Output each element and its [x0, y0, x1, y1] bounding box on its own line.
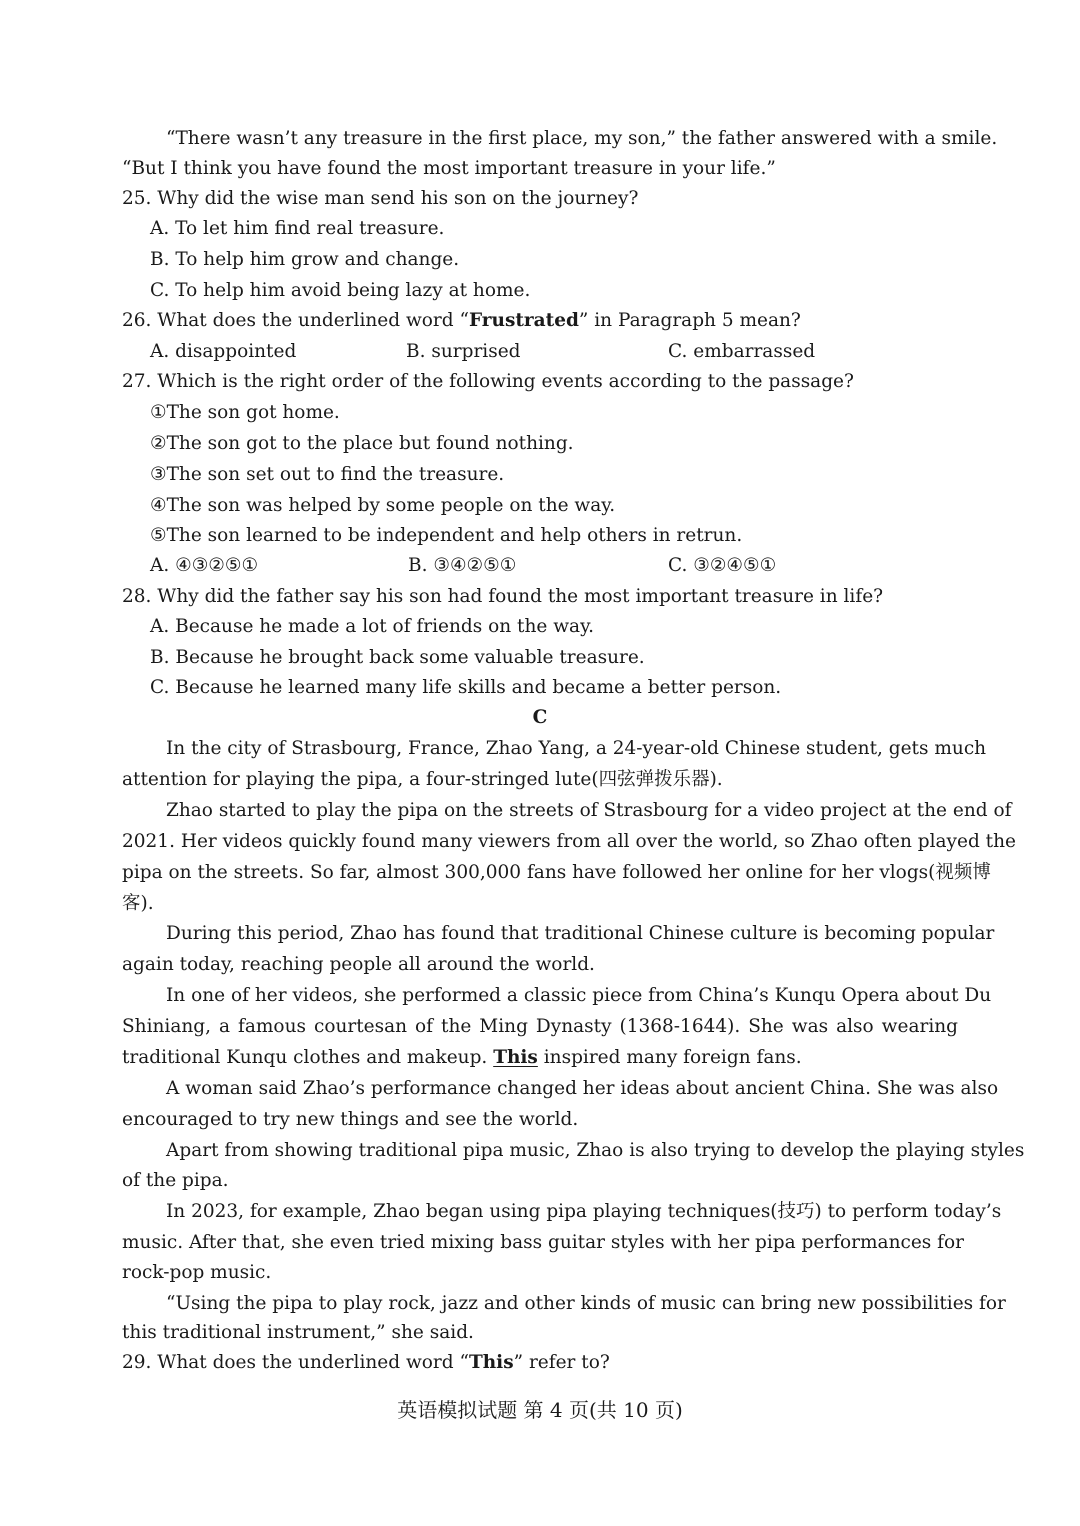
passage-c-line: pipa on the streets. So far, almost 300,000 fans have followed her online for her vlogs(视频博	[122, 862, 991, 883]
question-27-event: ②The son got to the place but found nothing.	[150, 433, 574, 454]
passage-c-line: “Using the pipa to play rock, jazz and other kinds of music can bring new possibilities for	[166, 1293, 1006, 1314]
passage-c-line: again today, reaching people all around the world.	[122, 954, 595, 975]
question-27-option-b[interactable]: B. ③④②⑤①	[408, 555, 517, 576]
question-29-stem	[122, 1348, 610, 1378]
passage-c-line: During this period, Zhao has found that traditional Chinese culture is becoming popular	[166, 923, 995, 944]
passage-c-line-end: inspired many foreign fans.	[537, 1047, 802, 1068]
question-27-event: ③The son set out to find the treasure.	[150, 464, 505, 485]
page-footer: 英语模拟试题 第 4 页(共 10 页)	[397, 1398, 683, 1422]
passage-c-line: In 2023, for example, Zhao began using pipa playing techniques(技巧) to perform today’s	[166, 1201, 1002, 1222]
question-26-keyword: Frustrated	[468, 310, 579, 331]
passage-c-line: rock-pop music.	[122, 1262, 272, 1283]
question-27-event: ④The son was helped by some people on the way.	[150, 495, 616, 516]
question-25-stem: 25. Why did the wise man send his son on the journey?	[122, 188, 639, 209]
question-27-stem: 27. Which is the right order of the following events according to the passage?	[122, 371, 854, 392]
passage-c-line: music. After that, she even tried mixing bass guitar styles with her pipa performances for	[122, 1232, 965, 1253]
passage-c-line: 客).	[122, 893, 154, 914]
question-25-option-b[interactable]: B. To help him grow and change.	[150, 249, 460, 270]
passage-c-line: Zhao started to play the pipa on the streets of Strasbourg for a video project at the end of	[166, 800, 1012, 821]
underlined-word-this: This	[493, 1047, 538, 1068]
passage-line: “But I think you have found the most important treasure in your life.”	[122, 158, 776, 179]
question-29-stem-end: ” refer to?	[513, 1352, 610, 1373]
passage-c-line: A woman said Zhao’s performance changed her ideas about ancient China. She was also	[166, 1078, 999, 1099]
question-27-option-a[interactable]: A. ④③②⑤①	[150, 555, 259, 576]
passage-c-line: In one of her videos, she performed a classic piece from China’s Kunqu Opera about Du	[166, 985, 992, 1006]
question-25-option-c[interactable]: C. To help him avoid being lazy at home.	[150, 280, 531, 301]
passage-c-line: In the city of Strasbourg, France, Zhao Yang, a 24-year-old Chinese student, gets much	[166, 738, 987, 759]
passage-c-line: 2021. Her videos quickly found many viewers from all over the world, so Zhao often played the	[122, 831, 1016, 852]
passage-c-line-start: traditional Kunqu clothes and makeup.	[122, 1047, 494, 1068]
passage-c-heading: C	[532, 707, 548, 728]
passage-c-line: Shiniang, a famous courtesan of the Ming Dynasty (1368-1644). She was also wearing	[122, 1016, 958, 1037]
passage-line: “There wasn’t any treasure in the first place, my son,” the father answered with a smile.	[166, 128, 998, 149]
question-28-stem: 28. Why did the father say his son had found the most important treasure in life?	[122, 586, 884, 607]
question-27-option-c[interactable]: C. ③②④⑤①	[668, 555, 777, 576]
question-26-option-c[interactable]: C. embarrassed	[668, 341, 816, 362]
question-26-stem	[122, 306, 801, 336]
question-29-keyword: This	[468, 1352, 514, 1373]
question-26-stem-start: 26. What does the underlined word “	[122, 310, 469, 331]
question-28-option-b[interactable]: B. Because he brought back some valuable treasure.	[150, 647, 645, 668]
question-26-stem-end: ” in Paragraph 5 mean?	[578, 310, 801, 331]
question-26-option-a[interactable]: A. disappointed	[150, 341, 297, 362]
passage-c-line: Apart from showing traditional pipa music, Zhao is also trying to develop the playing styles	[166, 1140, 1025, 1161]
passage-c-line: attention for playing the pipa, a four-stringed lute(四弦弹拨乐器).	[122, 769, 723, 790]
passage-c-line: of the pipa.	[122, 1170, 229, 1191]
passage-c-line: encouraged to try new things and see the world.	[122, 1109, 579, 1130]
question-28-option-a[interactable]: A. Because he made a lot of friends on the way.	[150, 616, 594, 637]
passage-c-line	[122, 1043, 802, 1073]
question-25-option-a[interactable]: A. To let him find real treasure.	[150, 218, 445, 239]
question-26-option-b[interactable]: B. surprised	[406, 341, 521, 362]
question-29-stem-start: 29. What does the underlined word “	[122, 1352, 469, 1373]
passage-c-line: this traditional instrument,” she said.	[122, 1322, 474, 1343]
question-27-event: ⑤The son learned to be independent and help others in retrun.	[150, 525, 743, 546]
question-28-option-c[interactable]: C. Because he learned many life skills and became a better person.	[150, 677, 782, 698]
question-27-event: ①The son got home.	[150, 402, 340, 423]
